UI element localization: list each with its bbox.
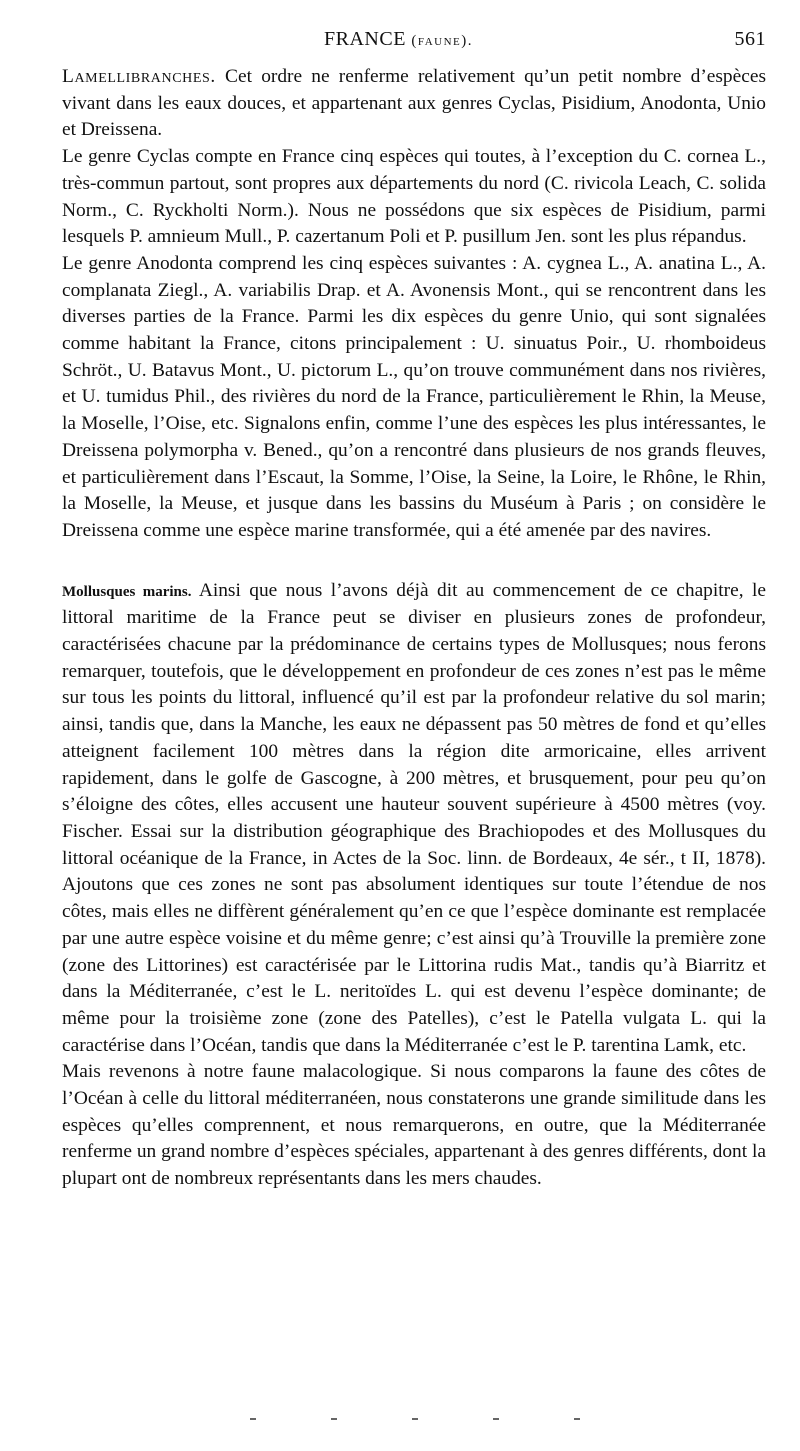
section-lead: Lamellibranches. (62, 66, 216, 87)
footer-mark (574, 1418, 580, 1420)
paragraph-text: Ainsi que nous l’avons déjà dit au commencement de ce chapitre, le littoral maritime de la France peut se diviser en plusieurs zones de profondeur, caractérisées chacune par la prédominance de certains types de Mollusques; nous ferons remarquer, toutefois, que le développement en profondeur de ces zones n’est pas le même sur tous les points du littoral, influencé qu’il est par la profondeur relative du sol marin; ainsi, tandis que, dans la Manche, les eaux ne dépassent pas 50 mètres de fond et qu’elles atteignent facilement 100 mètres dans la région dite armoricaine, elles arrivent rapidement, dans le golfe de Gascogne, à 200 mètres, et brusquement, pour peu qu’on s’éloigne des côtes, elles accusent une hauteur souvent supérieure à 4500 mètres (voy. Fischer. Essai sur la distribution géographique des Brachiopodes et des Mollusques du littoral océanique de la France, in Actes de la Soc. linn. de Bordeaux, 4e sér., t II, 1878). Ajoutons que ces zones ne sont pas absolument identiques sur toute l’étendue de nos côtes, mais elles ne diffèrent généralement qu’en ce que l’espèce dominante est remplacée par une autre espèce voisine et du même genre; c’est ainsi qu’à Trouville la première zone (zone des Littorines) est caractérisée par le Littorina rudis Mat., tandis qu’à Biarritz et dans la Méditerranée, c’est le L. neritoïdes L. qui est devenu l’espèce dominante; de même pour la troisième zone (zone des Patelles), c’est le Patella vulgata L. qui la caractérise dans l’Océan, tandis que dans la Méditerranée c’est le P. tarentina Lamk, etc. (62, 579, 767, 1056)
section-lamellibranches (62, 64, 766, 545)
running-header (62, 28, 766, 64)
footer-mark (331, 1418, 337, 1420)
paragraph: Mais revenons à notre faune malacologique. Si nous comparons la faune des côtes de l’Océan à celle du littoral méditerranéen, nous constaterons une grande similitude dans les espèces qu’elles comprennent, et nous remarquerons, en outre, que la Méditerranée renferme un grand nombre d’espèces spéciales, appartenant à des genres différents, dont la plupart ont de nombreux représentants dans les mers chaudes. (62, 1061, 766, 1190)
paragraph (62, 64, 766, 144)
running-title (324, 28, 473, 51)
section-spacer (62, 545, 766, 578)
footer-mark (412, 1418, 418, 1420)
running-title-paren: (faune). (411, 33, 473, 49)
footer-mark (250, 1418, 256, 1420)
paragraph (62, 578, 766, 1060)
page-number: 561 (734, 28, 766, 50)
section-lead: Mollusques marins. (62, 583, 192, 600)
paragraph-text: Cet ordre ne renferme relativement qu’un petit nombre d’espèces vivant dans les eaux douces, et appartenant aux genres Cyclas, Pisidium, Anodonta, Unio et Dreissena. (62, 66, 766, 141)
section-mollusques-marins (62, 578, 766, 1193)
paragraph: Le genre Anodonta comprend les cinq espèces suivantes : A. cygnea L., A. anatina L., A. complanata Ziegl., A. variabilis Drap. et A. Avonensis Mont., qui se rencontrent dans les diverses parties de la France. Parmi les dix espèces du genre Unio, qui sont signalées comme habitant la France, citons principalement : U. sinuatus Poir., U. rhomboideus Schröt., U. Batavus Mont., U. pictorum L., qu’on trouve communément dans nos rivières, et U. tumidus Phil., des rivières du nord de la France, particulièrement le Rhin, la Meuse, la Moselle, l’Oise, etc. Signalons enfin, comme l’une des espèces les plus intéressantes, le Dreissena polymorpha v. Bened., qu’on a rencontré dans plusieurs de nos grands fleuves, et particulièrement dans l’Escaut, la Somme, l’Oise, la Seine, la Loire, le Rhône, le Rhin, la Moselle, la Meuse, et jusque dans les bassins du Muséum à Paris ; on considère le Dreissena comme une espèce marine transformée, qui a été amenée par des navires. (62, 252, 766, 541)
footer-mark (493, 1418, 499, 1420)
paragraph: Le genre Cyclas compte en France cinq espèces qui toutes, à l’exception du C. cornea L., très-commun partout, sont propres aux départements du nord (C. rivicola Leach, C. solida Norm., C. Ryckholti Norm.). Nous ne possédons que six espèces de Pisidium, parmi lesquels P. amnieum Mull., P. cazertanum Poli et P. pusillum Jen. sont les plus répandus. (62, 146, 766, 248)
footer-marks (250, 1418, 580, 1422)
running-title-main: FRANCE (324, 28, 406, 50)
